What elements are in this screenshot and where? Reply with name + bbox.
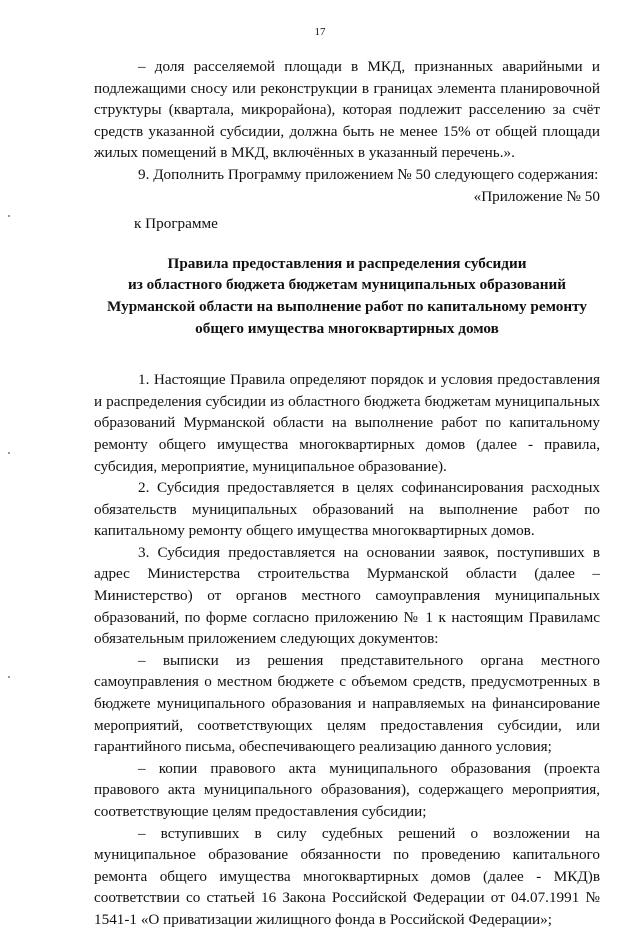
continuation-paragraph: – доля расселяемой площади в МКД, признанных аварийными и подлежащими сносу или реконструкции в границах элемента планировочной структуры (квартала, микрорайона), которая подлежит расселению за счёт средств указанной субсидии, должна быть не менее 15% от общей площади жилых помещений в МКД, включённых в указанный перечень.». <box>94 58 600 162</box>
page-number: 17 <box>314 26 326 38</box>
list-item-extracts: – выписки из решения представительного органа местного самоуправления о местном бюджете с объемом средств, предусмотренных в бюджете муниципального образования и направляемых на финансирование мероприятий, соответствующих целям предоставления субсидии, или гарантийного письма, обеспечивающего реализацию данного условия; <box>94 651 600 756</box>
list-item-legal-act: – копии правового акта муниципального образования (проекта правового акта муниципального образования), содержащего мероприятия, соответствующие целям предоставления субсидии; <box>94 759 600 820</box>
heading-line: общего имущества многоквартирных домов <box>195 319 499 337</box>
heading-line: Правила предоставления и распределения субсидии <box>167 254 527 272</box>
paragraph-1: 1. Настоящие Правила определяют порядок и условия предоставления и распределения субсидии из областного бюджета бюджетам муниципальных образований Мурманской области на выполнение работ по капитальному ремонту общего имущества многоквартирных домов (далее - правила, субсидия, мероприятие, муниципальное образование). <box>94 371 600 475</box>
appendix-reference: к Программе <box>134 215 218 233</box>
appendix-label: «Приложение № 50 <box>473 187 600 205</box>
list-item-court-decisions: – вступивших в силу судебных решений о возложении на муниципальное образование обязанности по проведению капитального ремонта общего имущества многоквартирных домов (далее - МКД)в соответствии со статьей 16 Закона Российской Федерации от 04.07.1991 № 1541-1 «О приватизации жилищного фонда в Российской Федерации»; <box>94 824 600 928</box>
margin-mark <box>8 676 10 678</box>
heading-line: Мурманской области на выполнение работ по капитальному ремонту <box>107 297 587 315</box>
paragraph-3: 3. Субсидия предоставляется на основании заявок, поступивших в адрес Министерства строительства Мурманской области (далее – Министерство) от органов местного самоуправления муниципальных образований, по форме согласно приложению № 1 к настоящим Правиламс обязательным приложением следующих документов: <box>94 543 600 648</box>
paragraph-2: 2. Субсидия предоставляется в целях софинансирования расходных обязательств муниципальных образований на выполнение работ по капитальному ремонту общего имущества многоквартирных домов. <box>94 479 600 540</box>
margin-mark <box>8 215 10 217</box>
document-body <box>94 56 600 931</box>
heading-line: из областного бюджета бюджетам муниципальных образований <box>127 276 567 294</box>
item-9-paragraph: 9. Дополнить Программу приложением № 50 следующего содержания: <box>138 165 599 183</box>
margin-mark <box>8 452 10 454</box>
rules-heading <box>94 253 600 339</box>
